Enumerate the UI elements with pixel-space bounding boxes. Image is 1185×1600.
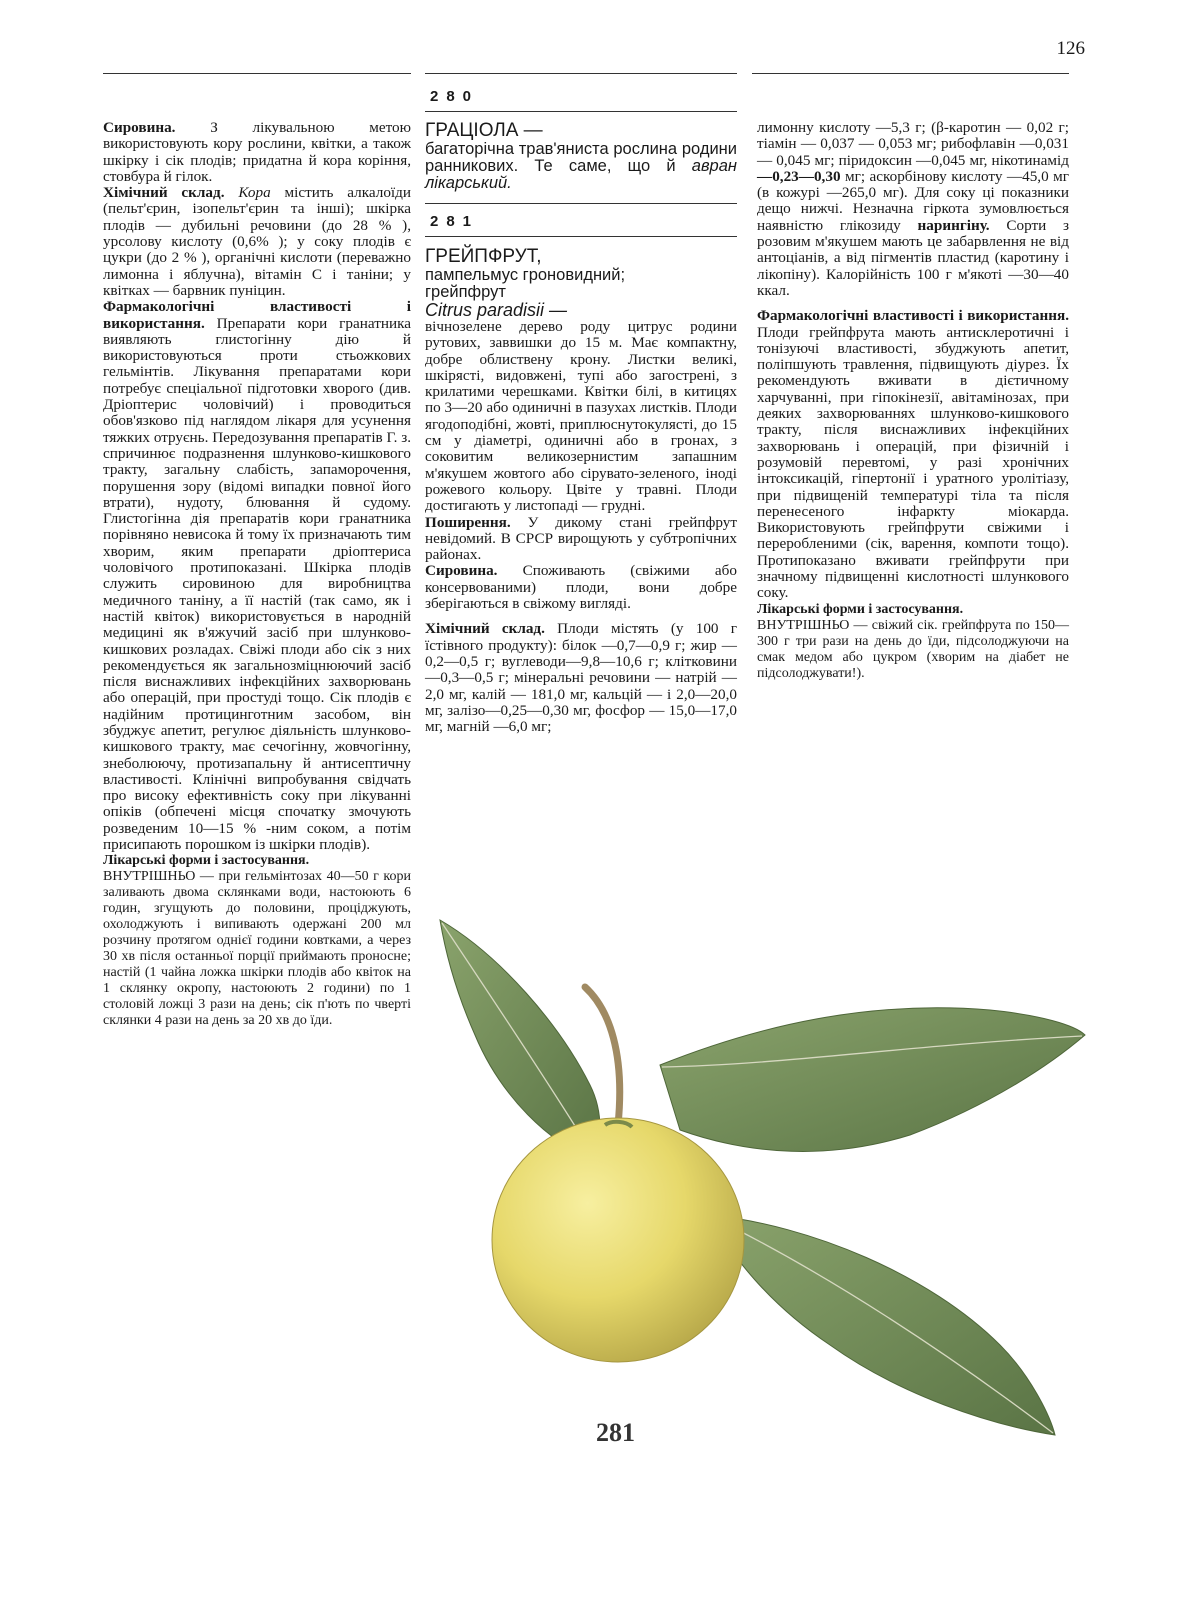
entry-281-raw: Сировина. Споживають (свіжими або консервованими) плоди, вони добре зберігаються в свіжому вигляді. (425, 562, 737, 613)
paragraph-chemical: Хімічний склад. Кора містить алкалоїди (пельт'єрин, ізопельт'єрин та інші); шкірка плодів — дубильні речовини (до 28 % ), урсолову кислоту (0,6% ); у соку плодів є цукри (до 2 % ), органічні кислоти (переважно лимонна і яблучна), вітамін С і таніни; у квітках — барвник пуніцин. (103, 184, 412, 299)
paragraph-forms: Лікарські форми і застосування. ВНУТРІШНЬО — при гельмінтозах 40—50 г кори заливають двома склянками води, настоюють 6 годин, згущують до половини, проціджують, охолоджують і випивають одержані 200 мл розчину протягом однієї години ковтками, а через 30 хв після останньої порції приймають проносне; настій (1 чайна ложка шкірки плодів або квіток на 1 склянку окропу, настоюють 2 години) по 1 столовій ложці 3 рази на день; сік п'ють по чверті склянки 4 рази на день за 20 хв до їди. (103, 853, 411, 1029)
entry-281-latin-name: Citrus paradisii — (425, 300, 568, 320)
entry-280-title: ГРАЦІОЛА — (425, 120, 543, 141)
entry-281-chemical: Хімічний склад. Плоди містять (у 100 г їстівного продукту): білок —0,7—0,9 г; жир —0,2—0,5 г; вуглеводи—9,8—10,6 г; клітковини —0,3—0,5 г; мінеральні речовини — натрій —2,0 мг, калій — 181,0 мг, кальцій — і 2,0—20,0 мг, залізо—0,25—0,30 мг, фосфор — 15,0—17,0 мг, магній —6,0 мг; (425, 620, 738, 736)
entry-281-description: вічнозелене дерево роду цитрус родини рутових, заввишки до 15 м. Має компактну, добре облиствену крону. Листки великі, шкірясті, видовжені, тупі або загострені, з крилатими черешками. Квітки білі, в китицях по 3—20 або одиничні в пазухах листків. Плоди ягодоподібні, жовті, приплюснутокулясті, до 15 см у діаметрі, одиничні або в гронах, з соковитим великозернистим запашним м'якушем жовтого або сірувато-зеленого, іноді рожевого кольору. Цвіте у травні. Плоди достигають у листопаді — грудні. (425, 318, 737, 515)
entry-number-281: 281 (430, 213, 480, 230)
paragraph-raw-material: Сировина. З лікувальною метою використовують кору рослини, квітки, а також шкірку і сік плодів; придатна й кора коріння, стовбура й гілок. (103, 119, 411, 185)
plate-label: 281 (596, 1418, 635, 1447)
entry-281-spread: Поширення. У дикому стані грейпфрут невідомий. В СРСР вирощують у субтропічних районах. (425, 513, 737, 564)
grapefruit (492, 1118, 744, 1362)
entry-number-280: 280 (430, 88, 480, 105)
top-rule-left (103, 73, 411, 74)
entry-280-text: багаторічна трав'яниста рослина родини ранникових. Те саме, що й авран лікарський. (425, 140, 737, 192)
entry-281-synonym-1: пампельмус гроновидний; (425, 266, 626, 284)
entry-280 (425, 120, 737, 192)
entry-281-top-rule (425, 203, 737, 204)
entry-281-synonym-2: грейпфрут (425, 283, 506, 301)
chemical-continued: лимонну кислоту —5,3 г; (β-каротин — 0,02 г; тіамін — 0,037 — 0,053 мг; рибофлавін —0,031— 0,045 мг; піридоксин —0,045 мг, нікотинамід —0,23—0,30 мг; аскорбінову кислоту —45,0 мг (в кожурі —265,0 мг). Для соку ці показники дещо нижчі. Незначна гіркота зумовлюється наявністю глікозиду нарингіну. Сорти з розовим м'якушем мають це забарвлення не від антоціанів, а від пігментів пластид (каротину і лікопіну). Калорійність 100 г м'якоті —30—40 ккал. (757, 119, 1069, 299)
pharmacology-281: Фармакологічні властивості і використання. Плоди грейпфрута мають антисклеротичні і тонізуючі властивості, збуджують апетит, поліпшують травлення, підвищують діурез. Їх рекомендують вживати в дієтичному харчуванні, при гіпокінезії, авітамінозах, при деяких захворюваннях шлунково-кишкового тракту, після виснажливих інфекційних захворювань і операцій, при фізичній і розумовій перевтомі, у разі хронічних інтоксикацій, гіпертонії і уратного уролітіазу, при підвищеній температурі тіла та після перенесеного інфаркту міокарда. Використовують грейпфрути свіжими і переробленими (сік, варення, компоти тощо). Протипоказано вживати грейпфрути при значному підвищенні кислотності шлункового соку. (757, 307, 1069, 602)
entry-281-rule (425, 236, 737, 237)
entry-281-title: ГРЕЙПФРУТ, (425, 246, 542, 267)
entry-280-rule (425, 111, 737, 112)
column-left (103, 120, 411, 1029)
page-number: 126 (1056, 38, 1085, 59)
grapefruit-illustration (430, 915, 1090, 1555)
leaf-right (660, 1008, 1085, 1152)
column-right (757, 120, 1069, 682)
top-rule-mid (425, 73, 737, 74)
forms-281: Лікарські форми і застосування. ВНУТРІШНЬО — свіжий сік. грейпфрута по 150—300 г три рази на день до їди, підсолоджуючи на смак медом або цукром (хворим на діабет не підсолоджувати!). (757, 601, 1069, 681)
paragraph-pharmacology: Фармакологічні властивості і використання. Препарати кори гранатника виявляють глистогінну дію й використовуються проти стьожкових гельмінтів. Лікування препаратами кори потребує спеціальної підготовки хворого (див. Дріоптерис чоловічий) і проводиться обов'язково під наглядом лікаря для усунення тяжких отруєнь. Передозування препаратів Г. з. спричинює подразнення шлунково-кишкового тракту, загальну слабість, запаморочення, порушення зору (відомі випадки повної його втрати), нудоту, блювання й судому. Глистогінна дія препаратів кори гранатника порівняно невисока й тому їх призначають тим хворим, яким препарати дріоптериса чоловічого протипоказані. Шкірка плодів служить сировиною для виробництва медичного таніну, а її настій (так само, як і настій квіток) використовується в народній медицині як в'яжучий засіб при шлунково-кишкових розладах. Свіжі плоди або сік з них рекомендується як загальнозміцнюючий засіб після виснажливих інфекційних захворювань або операцій, при простуді тощо. Сік плодів є надійним протицинготним засобом, він збуджує апетит, регулює діяльність шлунково-кишкового тракту, має сечогінну, жовчогінну, знеболюючу, протизапальну й антисептичну властивості. Клінічні випробування свідчать про високу ефективність соку при лікуванні опіків (обпечені місця спочатку змочують розведеним 10—15 % -ним соком, а потім присипають порошком із шкірки плодів). (103, 298, 411, 854)
leaf-lower (710, 1215, 1055, 1435)
top-rule-right (752, 73, 1069, 74)
entry-281 (425, 246, 737, 735)
